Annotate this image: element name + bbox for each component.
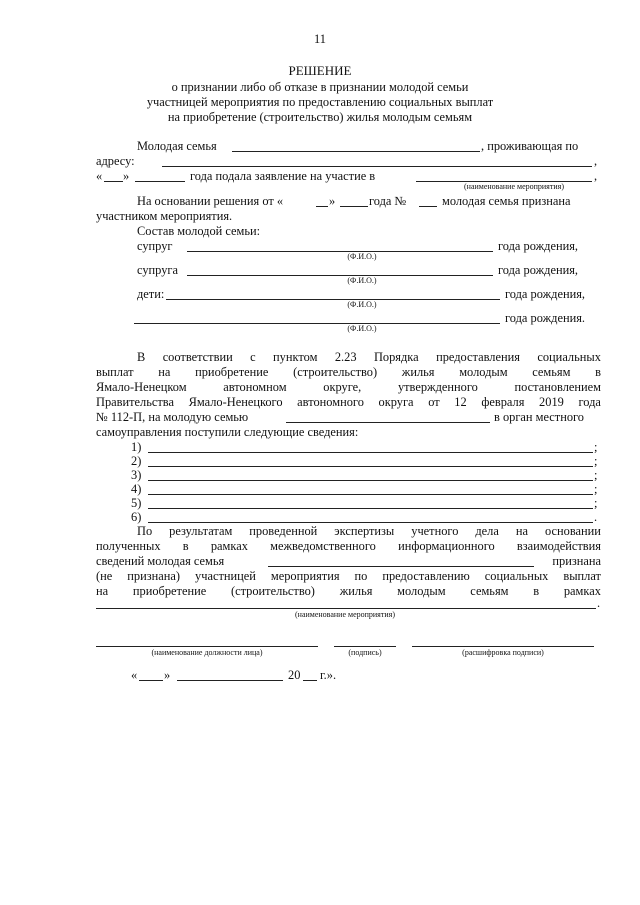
spouse-wife-fio-caption: (Ф.И.О.) — [347, 276, 377, 285]
decision-text-3: года № — [369, 194, 407, 208]
paragraph-1-line-4: Правительства Ямало-Ненецкого автономного округа от 12 февраля 2019 года — [96, 395, 601, 409]
item-5-field — [148, 508, 593, 509]
paragraph-2-event-field — [96, 608, 596, 609]
item-3-field — [148, 480, 593, 481]
signature-sign-field — [334, 646, 396, 647]
decision-text-5: участником мероприятия. — [96, 209, 233, 223]
paragraph-1-line-5-end: в орган местного — [494, 410, 585, 424]
item-2-end: ; — [594, 454, 598, 468]
application-comma: , — [594, 169, 598, 183]
document-title: РЕШЕНИЕ — [288, 63, 352, 78]
item-1-field — [148, 452, 593, 453]
family-label: Молодая семья — [137, 139, 217, 153]
spouse-wife-birth-year: года рождения, — [498, 263, 579, 277]
decision-day-field — [316, 206, 328, 207]
address-label: адресу: — [96, 154, 135, 168]
application-day-field — [104, 181, 123, 182]
date-close: » — [164, 668, 171, 682]
family-name-field — [232, 151, 480, 152]
paragraph-1-line-2: выплат на приобретение (строительство) жилья молодым семьям в — [96, 365, 601, 379]
paragraph-2-line-3-end: признана — [552, 554, 601, 568]
document-subtitle-line-2: участницей мероприятия по предоставлению социальных выплат — [146, 95, 494, 109]
child-2-field — [134, 323, 500, 324]
application-date-open: « — [96, 169, 103, 183]
spouse-husband-label: супруг — [137, 239, 173, 253]
document-subtitle-line-3: на приобретение (строительство) жилья молодым семьям — [167, 110, 473, 124]
signature-position-field — [96, 646, 318, 647]
application-month-field — [135, 181, 185, 182]
date-year-prefix: 20 — [288, 668, 301, 682]
application-date-close: » — [123, 169, 130, 183]
item-3-end: ; — [594, 468, 598, 482]
item-4-end: ; — [594, 482, 598, 496]
paragraph-2-family-field — [268, 566, 534, 567]
spouse-husband-fio-caption: (Ф.И.О.) — [347, 252, 377, 261]
item-6-field — [148, 522, 593, 523]
application-event-caption: (наименование мероприятия) — [464, 182, 564, 191]
spouse-wife-label: супруга — [137, 263, 178, 277]
item-2-number: 2) — [131, 454, 142, 468]
paragraph-2-event-caption: (наименование мероприятия) — [295, 610, 395, 619]
composition-heading: Состав молодой семьи: — [137, 224, 261, 238]
child-2-birth-year: года рождения. — [505, 311, 586, 325]
item-6-number: 6) — [131, 510, 142, 524]
paragraph-1-line-6: самоуправления поступили следующие сведения: — [96, 425, 359, 439]
spouse-husband-birth-year: года рождения, — [498, 239, 579, 253]
date-year-field — [303, 680, 317, 681]
item-4-number: 4) — [131, 482, 142, 496]
children-label: дети: — [137, 287, 165, 301]
date-month-field — [177, 680, 283, 681]
address-comma: , — [594, 154, 598, 168]
paragraph-2-line-4: (не признана) участницей мероприятия по предоставлению социальных выплат — [96, 569, 601, 583]
decision-month-field — [340, 206, 368, 207]
paragraph-1-line-5-start: № 112-П, на молодую семью — [96, 410, 249, 424]
paragraph-1-line-3: Ямало-Ненецком автономном округе, утвержденного постановлением — [96, 380, 601, 394]
signature-sign-caption: (подпись) — [348, 648, 382, 657]
item-6-end: . — [594, 510, 598, 524]
item-1-number: 1) — [131, 440, 142, 454]
date-day-field — [139, 680, 163, 681]
decision-text-2: » — [329, 194, 336, 208]
application-text: года подала заявление на участие в — [190, 169, 376, 183]
signature-position-caption: (наименование должности лица) — [151, 648, 263, 657]
child-2-fio-caption: (Ф.И.О.) — [347, 324, 377, 333]
decision-text-1: На основании решения от « — [137, 194, 284, 208]
date-open: « — [131, 668, 138, 682]
family-residing-text: , проживающая по — [481, 139, 579, 153]
item-1-end: ; — [594, 440, 598, 454]
paragraph-1-line-1: В соответствии с пунктом 2.23 Порядка предоставления социальных — [137, 350, 601, 364]
paragraph-2-line-2: полученных в рамках межведомственного информационного взаимодействия — [96, 539, 601, 553]
paragraph-2-line-5: на приобретение (строительство) жилья молодым семьям в рамках — [96, 584, 601, 598]
document-subtitle-line-1: о признании либо об отказе в признании молодой семьи — [171, 80, 469, 94]
item-5-number: 5) — [131, 496, 142, 510]
paragraph-2-line-6-end: . — [597, 596, 601, 610]
item-3-number: 3) — [131, 468, 142, 482]
paragraph-2-line-3-start: сведений молодая семья — [96, 554, 225, 568]
paragraph-1-family-field — [286, 422, 490, 423]
decision-number-field — [419, 206, 437, 207]
address-field — [162, 166, 592, 167]
decision-text-4: молодая семья признана — [442, 194, 571, 208]
item-2-field — [148, 466, 593, 467]
item-4-field — [148, 494, 593, 495]
date-suffix: г.». — [320, 668, 337, 682]
item-5-end: ; — [594, 496, 598, 510]
page-number: 11 — [314, 32, 326, 46]
child-1-birth-year: года рождения, — [505, 287, 586, 301]
signature-decoding-field — [412, 646, 594, 647]
child-1-fio-caption: (Ф.И.О.) — [347, 300, 377, 309]
signature-decoding-caption: (расшифровка подписи) — [462, 648, 544, 657]
paragraph-2-line-1: По результатам проведенной экспертизы учетного дела на основании — [137, 524, 601, 538]
